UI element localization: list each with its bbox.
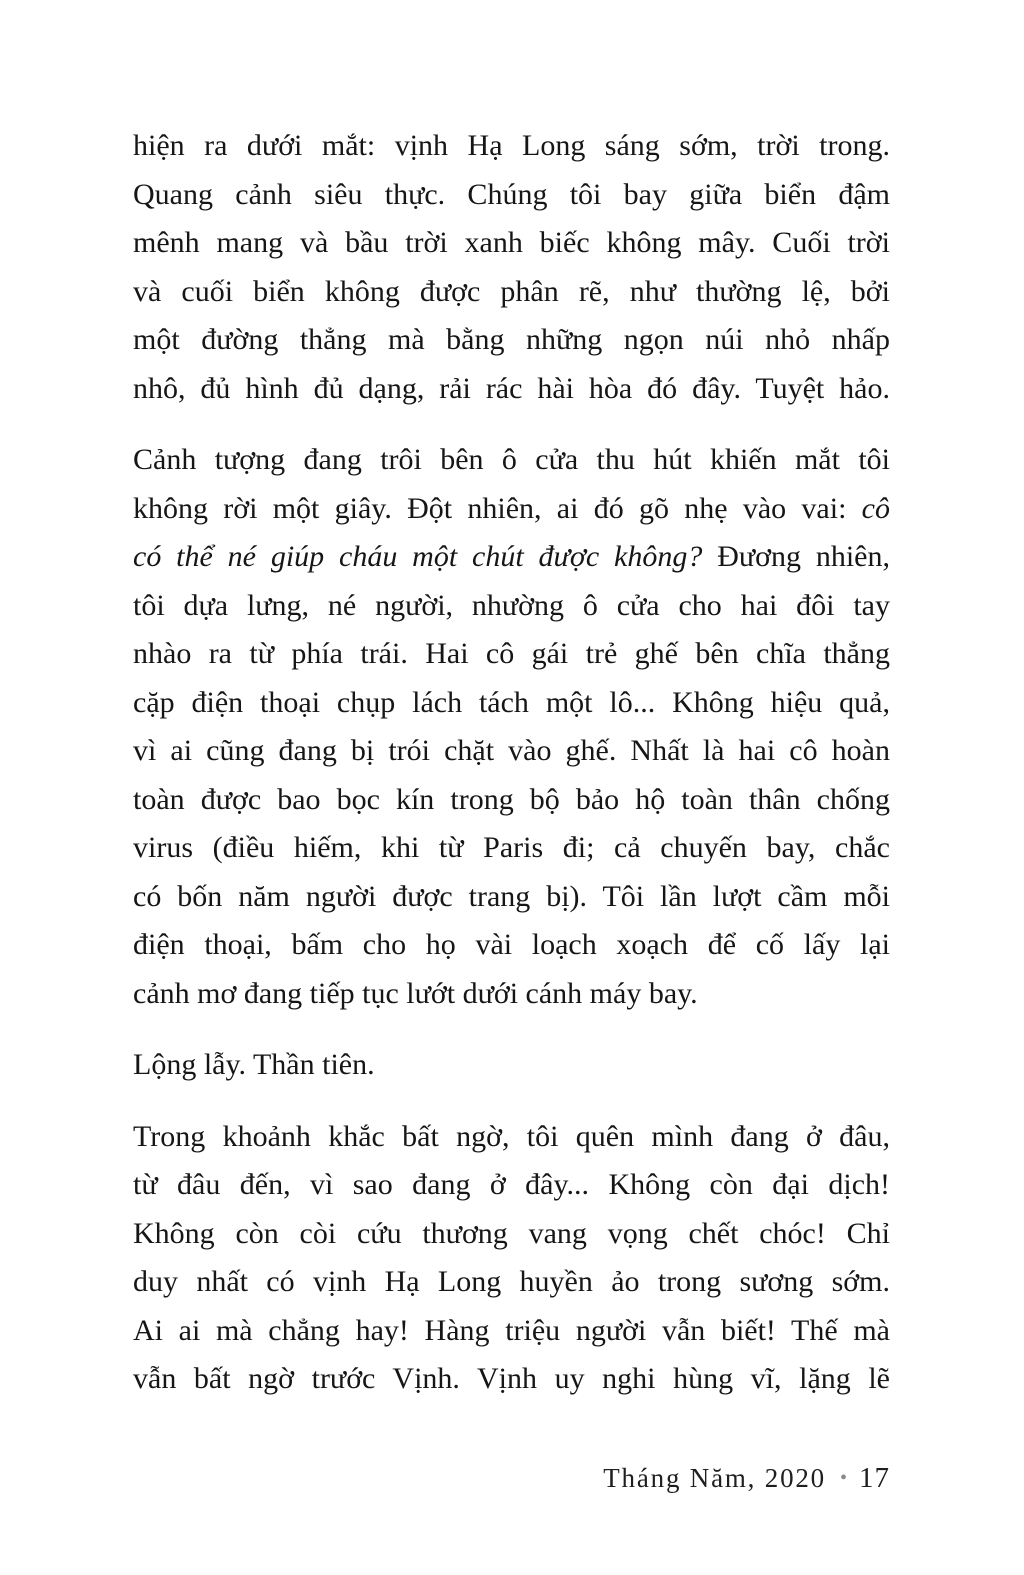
text-segment: Quang cảnh siêu thực. Chúng tôi bay giữa biển đậm [133, 177, 890, 211]
text-segment: không rời một giây. Đột nhiên, ai đó gõ nhẹ vào vai: [133, 491, 862, 525]
text-line [133, 316, 890, 365]
text-line [133, 1113, 890, 1162]
text-segment: nhô, đủ hình đủ dạng, rải rác hài hòa đó đây. Tuyệt hảo. [133, 371, 890, 405]
text-line [133, 824, 890, 873]
text-line [133, 171, 890, 220]
text-line [133, 1161, 890, 1210]
text-line [133, 1355, 890, 1404]
text-line [133, 365, 890, 414]
text-line [133, 122, 890, 171]
text-line [133, 219, 890, 268]
text-line [133, 776, 890, 825]
text-segment: tôi dựa lưng, né người, nhường ô cửa cho hai đôi tay [133, 588, 890, 622]
text-segment: Cảnh tượng đang trôi bên ô cửa thu hút khiến mắt tôi [133, 443, 890, 476]
footer-date: Tháng Năm, 2020 [603, 1463, 826, 1493]
text-segment: Không còn còi cứu thương vang vọng chết chóc! Chỉ [133, 1216, 890, 1250]
text-segment: duy nhất có vịnh Hạ Long huyền ảo trong sương sớm. [133, 1265, 890, 1298]
text-line [133, 436, 890, 485]
text-line [133, 921, 890, 970]
text-line [133, 268, 890, 317]
page-footer [133, 1462, 890, 1495]
text-segment: và cuối biển không được phân rẽ, như thường lệ, bởi [133, 274, 890, 308]
text-line [133, 485, 890, 534]
text-line [133, 1307, 890, 1356]
text-line [133, 1210, 890, 1259]
text-line [133, 533, 890, 582]
footer-bullet-icon: • [839, 1467, 847, 1489]
page-number: 17 [859, 1462, 890, 1494]
text-segment: Ai ai mà chẳng hay! Hàng triệu người vẫn biết! Thế mà [133, 1313, 890, 1347]
italic-text-segment: có thể né giúp cháu một chút được không? [133, 540, 703, 573]
text-segment: cảnh mơ đang tiếp tục lướt dưới cánh máy bay. [133, 976, 698, 1010]
text-segment: một đường thẳng mà bằng những ngọn núi nhỏ nhấp [133, 323, 890, 356]
text-line [133, 970, 890, 1019]
text-segment: mênh mang và bầu trời xanh biếc không mây. Cuối trời [133, 226, 890, 259]
text-line [133, 1258, 890, 1307]
text-line [133, 873, 890, 922]
text-segment: cặp điện thoại chụp lách tách một lô... Không hiệu quả, [133, 685, 890, 719]
text-segment: Lộng lẫy. Thần tiên. [133, 1048, 375, 1081]
italic-text-segment: cô [861, 491, 890, 525]
text-segment: Đương nhiên, [702, 540, 890, 573]
text-segment: có bốn năm người được trang bị). Tôi lần lượt cầm mỗi [133, 879, 890, 913]
text-line [133, 630, 890, 679]
text-segment: hiện ra dưới mắt: vịnh Hạ Long sáng sớm, trời trong. [133, 129, 890, 162]
text-line [133, 1041, 890, 1090]
text-segment: vẫn bất ngờ trước Vịnh. Vịnh uy nghi hùng vĩ, lặng lẽ [133, 1362, 890, 1395]
page-body [133, 122, 890, 1427]
text-line [133, 582, 890, 631]
text-line [133, 727, 890, 776]
paragraph-3 [133, 1041, 890, 1090]
text-segment: Trong khoảnh khắc bất ngờ, tôi quên mình đang ở đâu, [133, 1119, 890, 1153]
text-segment: toàn được bao bọc kín trong bộ bảo hộ toàn thân chống [133, 782, 890, 816]
text-segment: virus (điều hiếm, khi từ Paris đi; cả chuyến bay, chắc [133, 831, 890, 864]
paragraph-1 [133, 122, 890, 413]
paragraph-2 [133, 436, 890, 1018]
paragraph-4 [133, 1113, 890, 1404]
text-segment: nhào ra từ phía trái. Hai cô gái trẻ ghế bên chĩa thẳng [133, 637, 890, 670]
text-segment: từ đâu đến, vì sao đang ở đây... Không còn đại dịch! [133, 1168, 890, 1201]
text-line [133, 679, 890, 728]
text-segment: điện thoại, bấm cho họ vài loạch xoạch để cố lấy lại [133, 928, 890, 961]
text-segment: vì ai cũng đang bị trói chặt vào ghế. Nhất là hai cô hoàn [133, 734, 890, 767]
